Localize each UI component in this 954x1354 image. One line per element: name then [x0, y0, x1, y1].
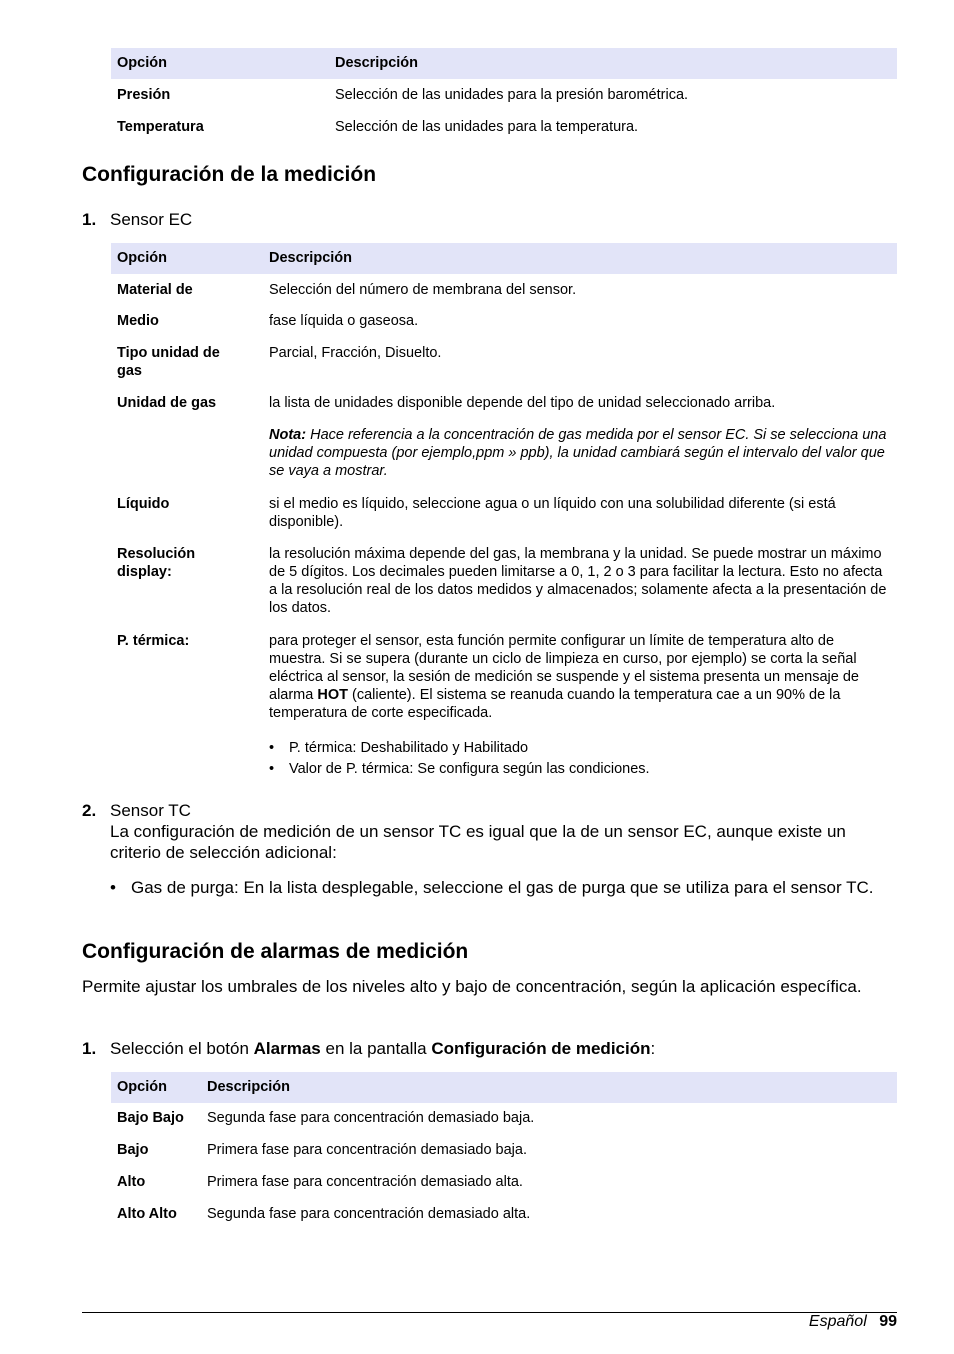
column-header-option: Opción	[111, 48, 329, 79]
option-name: P. térmica:	[117, 633, 190, 649]
bullet-text: Valor de P. térmica: Se configura según las condiciones.	[289, 761, 650, 777]
option-description: Selección del número de membrana del sensor.	[269, 282, 577, 298]
bullet-text: P. térmica: Deshabilitado y Habilitado	[289, 740, 529, 756]
option-description: Primera fase para concentración demasiado baja.	[207, 1142, 527, 1158]
note-text: Hace referencia a la concentración de gas medida por el sensor EC. Si se selecciona una unidad compuesta (por ejemplo,ppm » ppb), la unidad cambiará según el intervalo del valor que se vaya a mostrar.	[269, 427, 887, 479]
option-description: Selección de las unidades para la presión barométrica.	[335, 87, 689, 103]
column-header-option: Opción	[117, 250, 167, 266]
step-text: Selección el botón Alarmas en la pantalla Configuración de medición:	[110, 1039, 656, 1058]
screen-label: Configuración de medición	[431, 1039, 651, 1058]
note-label: Nota:	[269, 427, 307, 443]
option-name: Temperatura	[117, 119, 204, 135]
option-description: Segunda fase para concentración demasiado baja.	[207, 1110, 535, 1126]
table-header-row	[111, 48, 897, 79]
option-description: la lista de unidades disponible depende del tipo de unidad seleccionado arriba.	[269, 395, 776, 411]
options-table-sensor-ec	[111, 243, 897, 274]
table-header-row	[111, 1072, 897, 1103]
option-name: Material de	[117, 282, 193, 298]
option-description: Primera fase para concentración demasiado alta.	[207, 1174, 523, 1190]
option-name: Presión	[117, 87, 171, 103]
column-header-option: Opción	[117, 1079, 167, 1095]
alarms-label: Alarmas	[253, 1039, 321, 1058]
column-header-description: Descripción	[269, 250, 352, 266]
option-name: Líquido	[117, 496, 170, 512]
step-number: 1.	[82, 210, 97, 229]
footer-divider	[82, 1312, 897, 1313]
page-number: 99	[879, 1313, 897, 1330]
option-name: Bajo Bajo	[117, 1110, 184, 1126]
step-number: 2.	[82, 801, 97, 820]
option-name: Medio	[117, 313, 159, 329]
bullet-text: Gas de purga: En la lista desplegable, seleccione el gas de purga que se utiliza para el sensor TC.	[131, 878, 874, 897]
note	[269, 426, 889, 480]
column-header-description: Descripción	[329, 48, 897, 79]
option-name: Unidad de gas	[117, 395, 217, 411]
step-label: Sensor TC	[110, 801, 191, 820]
step-number: 1.	[82, 1039, 97, 1058]
column-header-description: Descripción	[207, 1079, 290, 1095]
option-description: fase líquida o gaseosa.	[269, 313, 419, 329]
list-item	[110, 877, 897, 898]
step-sensor-tc	[82, 800, 897, 863]
option-name: Resolución display:	[117, 546, 196, 580]
section-intro: Permite ajustar los umbrales de los niveles alto y bajo de concentración, según la aplicación específica.	[82, 977, 862, 996]
table-row	[111, 111, 897, 136]
option-description: Selección de las unidades para la temperatura.	[335, 119, 639, 135]
option-name: Tipo unidad de gas	[117, 345, 220, 379]
option-description: Segunda fase para concentración demasiado alta.	[207, 1206, 531, 1222]
step-label: Sensor EC	[110, 210, 193, 229]
table-row	[111, 79, 897, 111]
bullet-icon: •	[269, 761, 275, 777]
bullet-icon: •	[269, 740, 275, 756]
option-name: Alto Alto	[117, 1206, 177, 1222]
footer-language: Español	[808, 1313, 867, 1330]
option-name: Alto	[117, 1174, 146, 1190]
section-title-alarms: Configuración de alarmas de medición	[82, 940, 469, 963]
hot-label: HOT	[317, 687, 348, 703]
options-table-units	[111, 48, 897, 136]
table-header-row	[111, 243, 897, 274]
option-description: para proteger el sensor, esta función permite configurar un límite de temperatura alto de muestra. Si se supera (durante un ciclo de limpieza en curso, por ejemplo) se corta la señal eléctrica al sensor, la sesión de medición se suspende y el sistema presenta un mensaje de alarma HOT (caliente). El sistema se reanuda cuando la temperatura cae a un 90% de la temperatura de corte especificada.	[269, 633, 859, 721]
option-description: la resolución máxima depende del gas, la membrana y la unidad. Se puede mostrar un máximo de 5 dígitos. Los decimales pueden limitarse a 0, 1, 2 o 3 para facilitar la lectura. Esto no afecta a la resolución real de los datos medidos y almacenados; solamente afecta a la presentación de los datos.	[269, 546, 887, 616]
option-name: Bajo	[117, 1142, 149, 1158]
step-text: La configuración de medición de un sensor TC es igual que la de un sensor EC, aunque existe un criterio de selección adicional:	[110, 822, 846, 862]
option-description: si el medio es líquido, seleccione agua o un líquido con una solubilidad diferente (si está disponible).	[269, 496, 836, 530]
footer	[809, 1313, 897, 1331]
section-title-measurement: Configuración de la medición	[82, 163, 377, 186]
options-table-alarms	[111, 1072, 897, 1103]
bullet-icon: •	[110, 878, 116, 897]
option-description: Parcial, Fracción, Disuelto.	[269, 345, 442, 361]
